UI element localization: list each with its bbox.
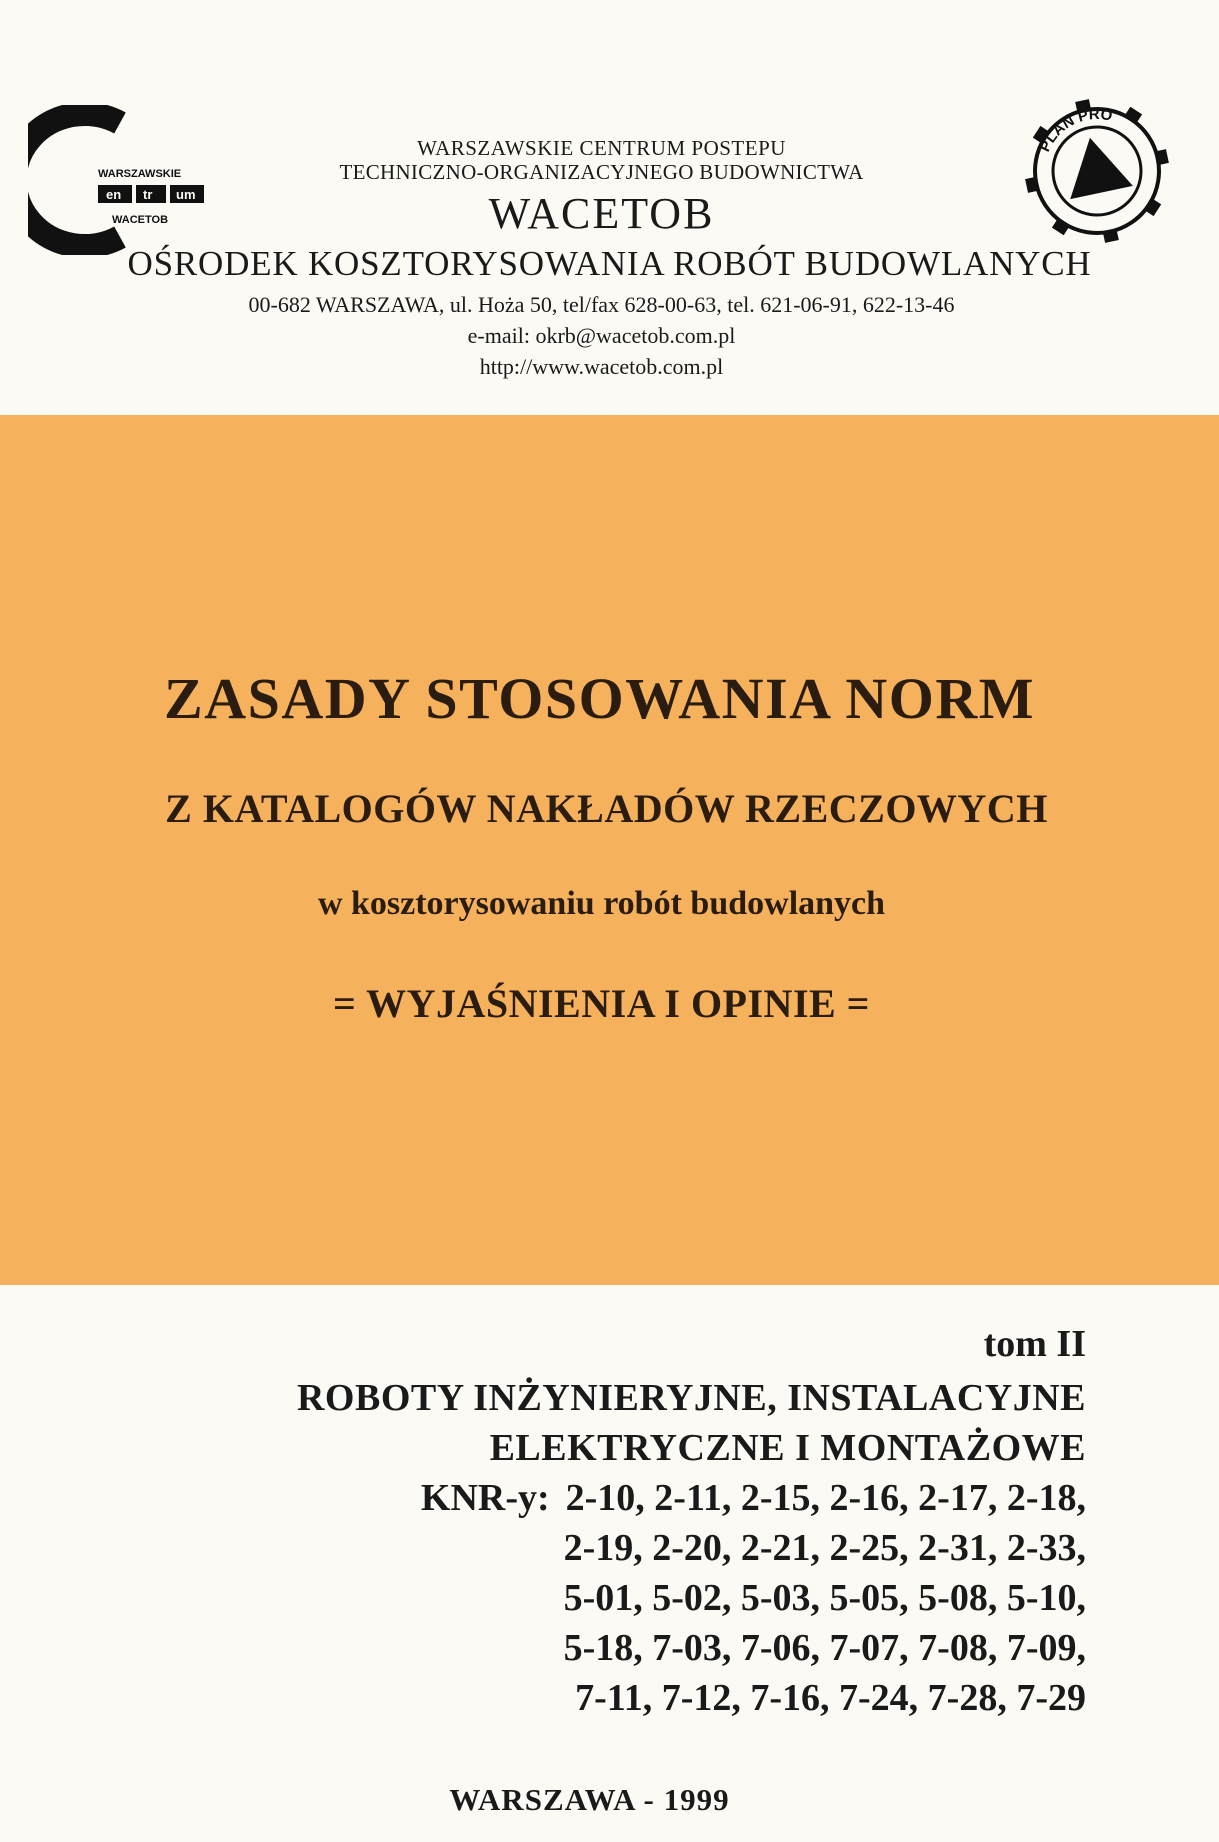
knr-row-1: 2-10, 2-11, 2-15, 2-16, 2-17, 2-18, xyxy=(565,1477,1086,1519)
knr-row-4: 5-18, 7-03, 7-06, 7-07, 7-08, 7-09, xyxy=(563,1627,1086,1669)
book-context: w kosztorysowaniu robót budowlanych xyxy=(317,885,886,922)
title-band xyxy=(0,415,1219,1285)
place-and-year: WARSZAWA - 1999 xyxy=(449,1782,730,1817)
book-title: ZASADY STOSOWANIA NORM xyxy=(164,666,1035,731)
email-line: e-mail: okrb@wacetob.com.pl xyxy=(467,323,736,348)
knr-row-2: 2-19, 2-20, 2-21, 2-25, 2-31, 2-33, xyxy=(563,1527,1086,1569)
volume-topic-line1: ROBOTY INŻYNIERYJNE, INSTALACYJNE xyxy=(296,1377,1086,1419)
logo-box-text-1: en xyxy=(106,187,122,202)
address-line: 00-682 WARSZAWA, ul. Hoża 50, tel/fax 628-00-63, tel. 621-06-91, 622-13-46 xyxy=(248,292,955,317)
knr-prefix: KNR-y: xyxy=(420,1477,550,1519)
department-name: OŚRODEK KOSZTORYSOWANIA ROBÓT BUDOWLANYCH xyxy=(127,244,1092,283)
logo-bottom-text: WACETOB xyxy=(112,214,169,226)
knr-list-first-row xyxy=(186,1476,1086,1520)
logo-box-text-2: tr xyxy=(143,187,153,202)
volume-topic-line2: ELEKTRYCZNE I MONTAŻOWE xyxy=(489,1427,1086,1469)
website-line: http://www.wacetob.com.pl xyxy=(479,354,724,379)
knr-row-3: 5-01, 5-02, 5-03, 5-05, 5-08, 5-10, xyxy=(563,1577,1086,1619)
volume-number: tom II xyxy=(983,1323,1086,1365)
publisher-header xyxy=(0,0,1219,415)
logo-box-text-3: um xyxy=(176,187,196,202)
knr-row-5: 7-11, 7-12, 7-16, 7-24, 7-28, 7-29 xyxy=(575,1677,1086,1719)
org-name-line1: WARSZAWSKIE CENTRUM POSTEPU xyxy=(417,136,786,160)
book-tagline: = WYJAŚNIENIA I OPINIE = xyxy=(333,981,870,1026)
brand-name: WACETOB xyxy=(488,189,715,238)
org-name-line2: TECHNICZNO-ORGANIZACYJNEGO BUDOWNICTWA xyxy=(339,160,864,184)
logo-ring-text: PLAN PRO xyxy=(1036,105,1114,155)
logo-top-text: WARSZAWSKIE xyxy=(98,168,182,180)
book-subtitle: Z KATALOGÓW NAKŁADÓW RZECZOWYCH xyxy=(165,786,1048,831)
